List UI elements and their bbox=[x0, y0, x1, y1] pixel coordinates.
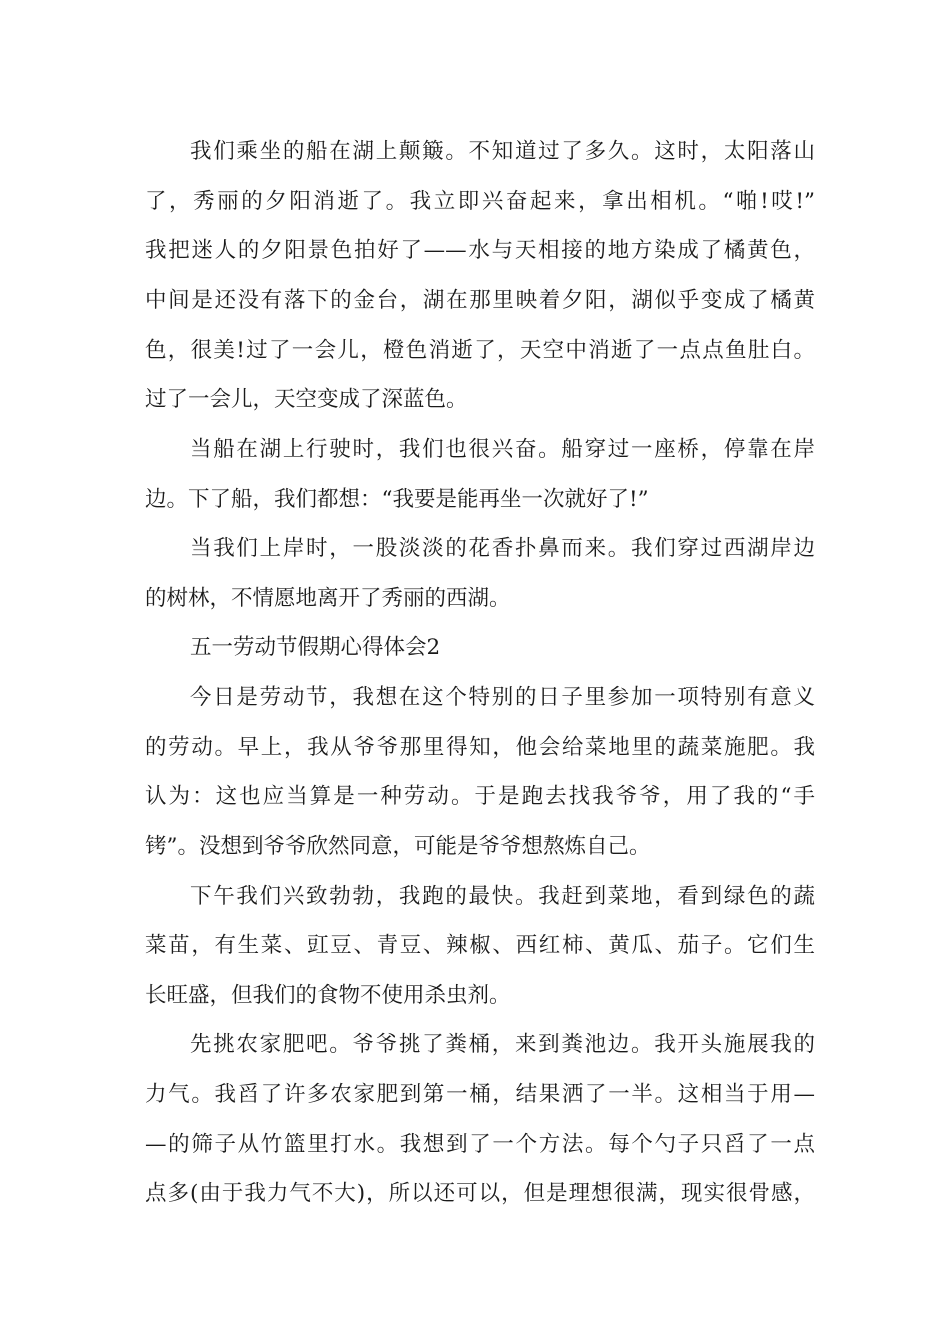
text-line: 菜苗，有生菜、豇豆、青豆、辣椒、西红柿、黄瓜、茄子。它们生 bbox=[145, 933, 815, 958]
text-line: —的筛子从竹篮里打水。我想到了一个方法。每个勺子只舀了一点 bbox=[145, 1132, 815, 1157]
text-line: 认为：这也应当算是一种劳动。于是跑去找我爷爷，用了我的“手 bbox=[145, 784, 815, 809]
text-line: 点多(由于我力气不大)，所以还可以，但是理想很满，现实很骨感， bbox=[145, 1181, 815, 1206]
text-line: 的树林，不情愿地离开了秀丽的西湖。 bbox=[145, 586, 511, 611]
text-line: 过了一会儿，天空变成了深蓝色。 bbox=[145, 387, 468, 412]
text-line: 我把迷人的夕阳景色拍好了——水与天相接的地方染成了橘黄色， bbox=[145, 238, 815, 263]
text-line: 铐”。没想到爷爷欣然同意，可能是爷爷想熬炼自己。 bbox=[145, 834, 651, 859]
text-line: 中间是还没有落下的金台，湖在那里映着夕阳，湖似乎变成了橘黄 bbox=[145, 288, 815, 313]
text-line: 色，很美!过了一会儿，橙色消逝了，天空中消逝了一点点鱼肚白。 bbox=[145, 338, 815, 363]
text-line: 当船在湖上行驶时，我们也很兴奋。船穿过一座桥，停靠在岸 bbox=[190, 437, 815, 462]
text-line: 下午我们兴致勃勃，我跑的最快。我赶到菜地，看到绿色的蔬 bbox=[190, 884, 815, 909]
text-line: 力气。我舀了许多农家肥到第一桶，结果洒了一半。这相当于用— bbox=[145, 1082, 815, 1107]
text-line: 我们乘坐的船在湖上颠簸。不知道过了多久。这时，太阳落山 bbox=[190, 139, 815, 164]
text-line: 当我们上岸时，一股淡淡的花香扑鼻而来。我们穿过西湖岸边 bbox=[190, 536, 815, 561]
section-heading: 五一劳动节假期心得体会2 bbox=[190, 635, 441, 660]
text-line: 了，秀丽的夕阳消逝了。我立即兴奋起来，拿出相机。“啪!哎!” bbox=[145, 189, 815, 214]
text-line: 今日是劳动节，我想在这个特别的日子里参加一项特别有意义 bbox=[190, 685, 815, 710]
text-line: 长旺盛，但我们的食物不使用杀虫剂。 bbox=[145, 983, 511, 1008]
text-line: 的劳动。早上，我从爷爷那里得知，他会给菜地里的蔬菜施肥。我 bbox=[145, 735, 815, 760]
text-line: 边。下了船，我们都想：“我要是能再坐一次就好了!” bbox=[145, 487, 649, 512]
text-line: 先挑农家肥吧。爷爷挑了粪桶，来到粪池边。我开头施展我的 bbox=[190, 1032, 815, 1057]
